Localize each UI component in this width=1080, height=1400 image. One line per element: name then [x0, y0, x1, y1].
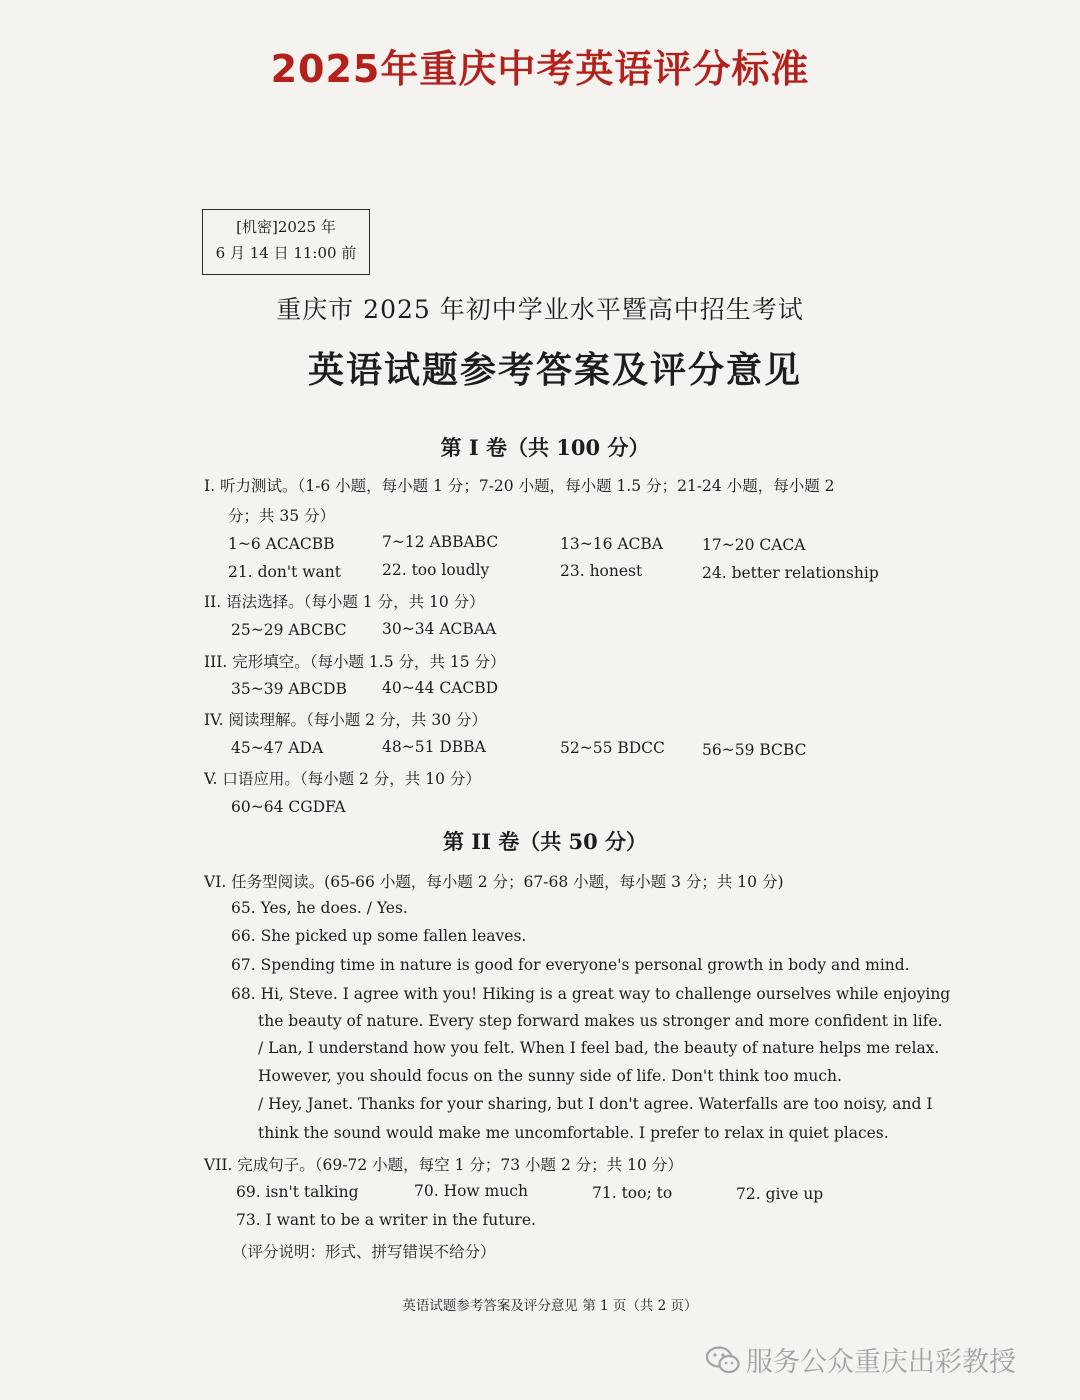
answer-cell: 48~51 DBBA: [382, 738, 486, 756]
part2-title: 第 II 卷（共 50 分）: [442, 829, 648, 854]
scoring-note: （评分说明：形式、拼写错误不给分）: [232, 1243, 496, 1261]
answer-cell: 56~59 BCBC: [702, 741, 807, 759]
answer-cell: 40~44 CACBD: [382, 679, 499, 697]
answer-68-line: think the sound would make me uncomfortable. I prefer to relax in quiet places.: [258, 1124, 889, 1142]
confidential-line-1: [机密]2025 年: [236, 218, 336, 236]
answer-cell: 13~16 ACBA: [560, 535, 663, 553]
chat-bubbles-icon: [706, 1346, 740, 1374]
answer-65: 65. Yes, he does. / Yes.: [231, 899, 408, 917]
page-footer: 英语试题参考答案及评分意见 第 1 页（共 2 页）: [402, 1298, 698, 1314]
answer-cell: 21. don't want: [228, 563, 341, 581]
confidential-line-2: 6 月 14 日 11:00 前: [215, 244, 357, 262]
answer-cell: 35~39 ABCDB: [231, 680, 347, 698]
answer-73: 73. I want to be a writer in the future.: [236, 1211, 536, 1229]
section-1-header-cont: 分；共 35 分）: [228, 507, 336, 525]
section-2-header: II. 语法选择。（每小题 1 分，共 10 分）: [204, 593, 485, 611]
exam-name: 重庆市 2025 年初中学业水平暨高中招生考试: [276, 295, 804, 324]
answer-cell: 45~47 ADA: [231, 739, 324, 757]
answer-cell: 69. isn't talking: [236, 1183, 359, 1201]
answer-67: 67. Spending time in nature is good for everyone's personal growth in body and mind.: [231, 956, 910, 974]
answer-68-line: the beauty of nature. Every step forward makes us stronger and more confident in life.: [258, 1012, 943, 1030]
watermark-text: 服务公众重庆出彩教授: [746, 1347, 1016, 1378]
answer-cell: 17~20 CACA: [702, 536, 806, 554]
section-7-header: VII. 完成句子。（69-72 小题，每空 1 分；73 小题 2 分；共 10 分）: [204, 1156, 683, 1174]
answer-cell: 22. too loudly: [382, 561, 490, 579]
answer-cell: 60~64 CGDFA: [231, 798, 346, 816]
section-6-header: VI. 任务型阅读。(65-66 小题，每小题 2 分；67-68 小题，每小题 3 分；共 10 分): [204, 873, 784, 891]
answer-cell: 24. better relationship: [702, 564, 879, 582]
watermark: [706, 1340, 1016, 1379]
answer-68-line: 68. Hi, Steve. I agree with you! Hiking is a great way to challenge ourselves while enjoying: [231, 985, 951, 1003]
answer-cell: 7~12 ABBABC: [382, 533, 499, 551]
answer-cell: 1~6 ACACBB: [228, 535, 335, 553]
answer-cell: 70. How much: [414, 1182, 528, 1200]
document-title: 英语试题参考答案及评分意见: [307, 349, 802, 391]
banner-title: 2025年重庆中考英语评分标准: [270, 47, 810, 91]
answer-cell: 72. give up: [736, 1185, 824, 1203]
answer-66: 66. She picked up some fallen leaves.: [231, 927, 527, 945]
answer-cell: 30~34 ACBAA: [382, 620, 497, 638]
section-3-header: III. 完形填空。（每小题 1.5 分，共 15 分）: [204, 653, 506, 671]
answer-cell: 71. too; to: [592, 1184, 673, 1202]
section-4-header: IV. 阅读理解。（每小题 2 分，共 30 分）: [204, 711, 488, 729]
section-1-header: I. 听力测试。（1-6 小题，每小题 1 分；7-20 小题，每小题 1.5 分；21-24 小题，每小题 2: [204, 477, 835, 495]
confidential-box: [202, 209, 370, 275]
section-5-header: V. 口语应用。（每小题 2 分，共 10 分）: [204, 770, 481, 788]
answer-cell: 23. honest: [560, 562, 643, 580]
answer-68-line: / Hey, Janet. Thanks for your sharing, but I don't agree. Waterfalls are too noisy, and I: [258, 1095, 933, 1113]
answer-cell: 52~55 BDCC: [560, 739, 665, 757]
answer-68-line: However, you should focus on the sunny side of life. Don't think too much.: [258, 1067, 842, 1085]
answer-cell: 25~29 ABCBC: [231, 621, 347, 639]
answer-68-line: / Lan, I understand how you felt. When I feel bad, the beauty of nature helps me relax.: [258, 1039, 940, 1057]
part1-title: 第 I 卷（共 100 分）: [440, 435, 650, 460]
